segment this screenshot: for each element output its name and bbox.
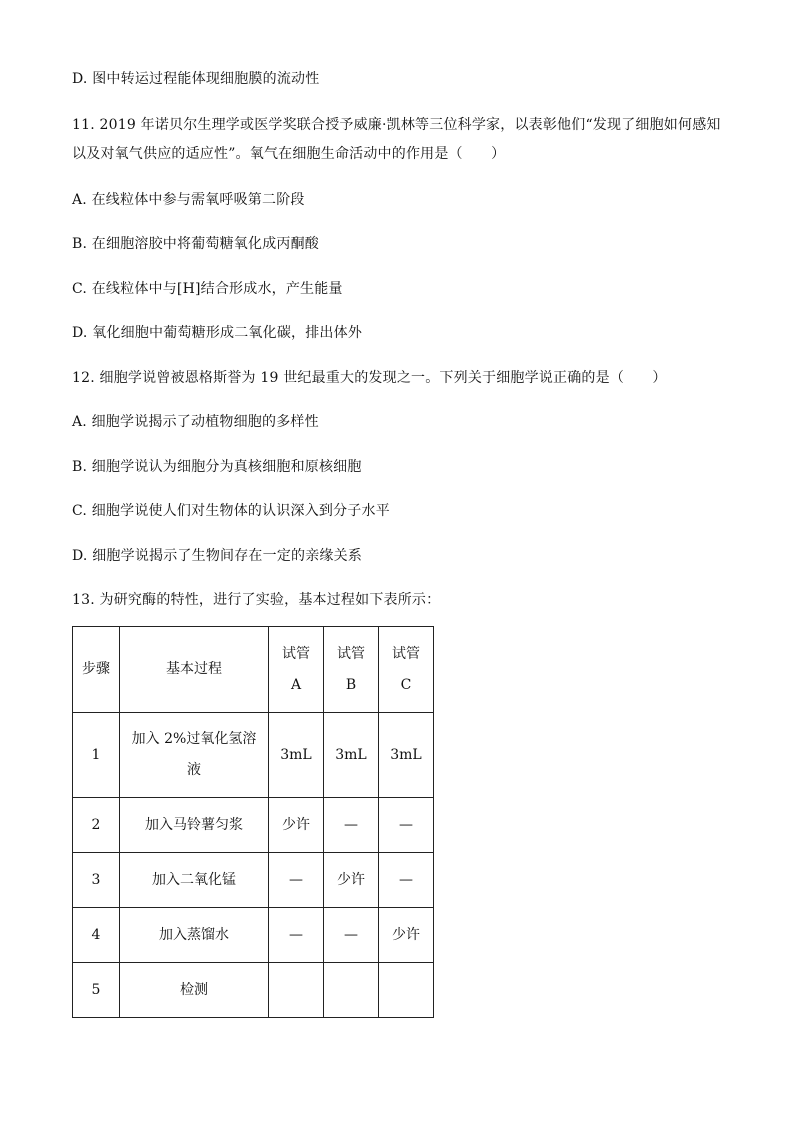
header-step: 步骤 (73, 627, 120, 713)
q11-stem-line1: 11. 2019 年诺贝尔生理学或医学奖联合授予威廉·凯林等三位科学家，以表彰他们“发现了细胞如何感知 (72, 117, 721, 133)
cell-process: 加入二氧化锰 (120, 853, 269, 908)
cell-process: 加入马铃薯匀浆 (120, 798, 269, 853)
q12-option-a: A. 细胞学说揭示了动植物细胞的多样性 (72, 414, 319, 430)
q12-option-d: D. 细胞学说揭示了生物间存在一定的亲缘关系 (72, 548, 363, 564)
q12-option-c: C. 细胞学说使人们对生物体的认识深入到分子水平 (72, 503, 390, 519)
cell-tube-a (269, 963, 324, 1018)
q11-stem-line2: 以及对氧气供应的适应性”。氧气在细胞生命活动中的作用是（ ） (72, 146, 506, 162)
table-row (73, 853, 434, 908)
cell-step: 4 (73, 908, 120, 963)
cell-step: 1 (73, 713, 120, 798)
header-tube-a: 试管 A (269, 627, 324, 713)
cell-tube-c: 3mL (379, 713, 434, 798)
q11-option-b: B. 在细胞溶胶中将葡萄糖氧化成丙酮酸 (72, 236, 319, 252)
q11-option-c: C. 在线粒体中与[H]结合形成水，产生能量 (72, 281, 343, 297)
cell-process: 加入 2%过氧化氢溶 液 (120, 713, 269, 798)
cell-process: 检测 (120, 963, 269, 1018)
header-tube-c: 试管 C (379, 627, 434, 713)
q12-option-b: B. 细胞学说认为细胞分为真核细胞和原核细胞 (72, 459, 362, 475)
header-process: 基本过程 (120, 627, 269, 713)
cell-tube-c (379, 963, 434, 1018)
header-tube-b: 试管 B (324, 627, 379, 713)
cell-tube-b: — (324, 798, 379, 853)
q11-option-d: D. 氧化细胞中葡萄糖形成二氧化碳，排出体外 (72, 325, 363, 341)
cell-tube-a: 3mL (269, 713, 324, 798)
cell-tube-a: — (269, 908, 324, 963)
q10-option-d: D. 图中转运过程能体现细胞膜的流动性 (72, 71, 320, 87)
q13-stem: 13. 为研究酶的特性，进行了实验，基本过程如下表所示： (72, 592, 441, 608)
table-row (73, 963, 434, 1018)
cell-tube-b: — (324, 908, 379, 963)
cell-tube-b: 3mL (324, 713, 379, 798)
cell-step: 2 (73, 798, 120, 853)
cell-tube-c: — (379, 798, 434, 853)
table-row (73, 713, 434, 798)
cell-step: 5 (73, 963, 120, 1018)
cell-tube-c: 少许 (379, 908, 434, 963)
experiment-table (72, 626, 434, 1018)
cell-process: 加入蒸馏水 (120, 908, 269, 963)
table-row (73, 908, 434, 963)
table-row (73, 798, 434, 853)
table-header-row (73, 627, 434, 713)
cell-tube-b (324, 963, 379, 1018)
q12-stem: 12. 细胞学说曾被恩格斯誉为 19 世纪最重大的发现之一。下列关于细胞学说正确的是（ ） (72, 370, 667, 386)
cell-tube-b: 少许 (324, 853, 379, 908)
cell-step: 3 (73, 853, 120, 908)
cell-tube-a: 少许 (269, 798, 324, 853)
q11-option-a: A. 在线粒体中参与需氧呼吸第二阶段 (72, 192, 305, 208)
cell-tube-c: — (379, 853, 434, 908)
cell-tube-a: — (269, 853, 324, 908)
